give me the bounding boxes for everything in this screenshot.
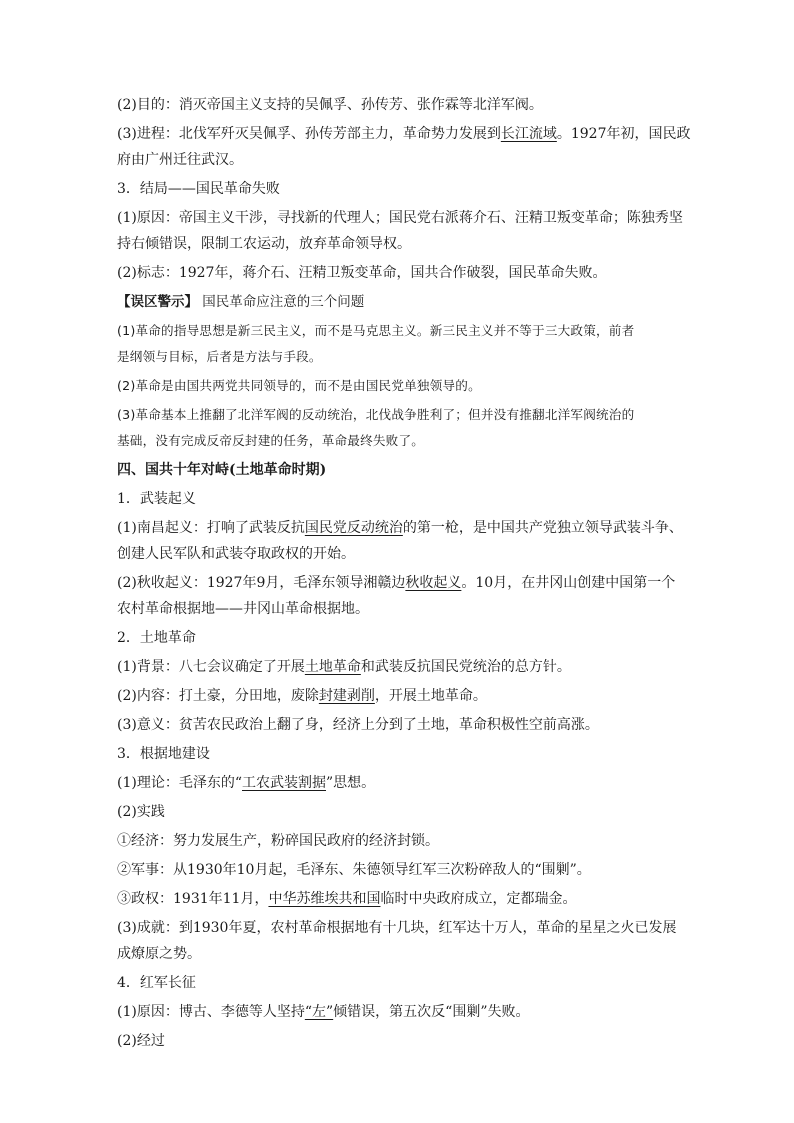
underlined-term: 土地革命 [304, 659, 361, 675]
paragraph-line [117, 147, 682, 173]
underlined-term: 中华苏维埃共和国 [268, 891, 381, 907]
paragraph-line [117, 799, 682, 825]
paragraph-line [117, 570, 682, 596]
underlined-term: 长江流域 [500, 126, 557, 142]
paragraph-line [117, 231, 682, 257]
chapter-heading [117, 457, 682, 483]
paragraph-line [117, 941, 682, 967]
note-line [117, 402, 682, 428]
paragraph-line [117, 886, 682, 912]
paragraph-line [117, 1028, 682, 1054]
note-line [117, 373, 682, 399]
paragraph-line [117, 857, 682, 883]
text: 农村革命根据地——井冈山革命根据地。 [117, 601, 369, 617]
underlined-term: 国民党反动统治 [304, 520, 403, 536]
note-line [117, 344, 682, 370]
text: 的第一枪，是中国共产党独立领导武装斗争、 [402, 520, 683, 536]
paragraph-line [117, 205, 682, 231]
underlined-term: 封建剥削 [318, 688, 375, 704]
paragraph-line [117, 770, 682, 796]
section-heading [117, 486, 682, 512]
text: ②军事：从1930年10月起，毛泽东、朱德领导红军三次粉碎敌人的“围剿”。 [117, 862, 591, 878]
text: 。1927年初，国民政 [556, 126, 691, 142]
text: (2)经过 [117, 1033, 165, 1049]
section-heading [117, 741, 682, 767]
text: 和武装反抗国民党统治的总方针。 [360, 659, 571, 675]
text: 2．土地革命 [117, 630, 196, 646]
text: 3．根据地建设 [117, 746, 210, 762]
section-heading [117, 176, 682, 202]
warning-title: 国民革命应注意的三个问题 [198, 294, 365, 310]
paragraph-line [117, 712, 682, 738]
text: (2)标志：1927年，蒋介石、汪精卫叛变革命，国共合作破裂，国民革命失败。 [117, 265, 607, 281]
text: 创建人民军队和武装夺取政权的开始。 [117, 546, 355, 562]
text: (1)南昌起义：打响了武装反抗 [117, 520, 305, 536]
text: (2)革命是由国共两党共同领导的，而不是由国民党单独领导的。 [117, 378, 481, 393]
underlined-term: “左” [304, 1004, 334, 1020]
text: (2)目的：消灭帝国主义支持的吴佩孚、孙传芳、张作霖等北洋军阀。 [117, 97, 543, 113]
text: 成燎原之势。 [117, 946, 201, 962]
text: (1)原因：帝国主义干涉，寻找新的代理人；国民党右派蒋介石、汪精卫叛变革命；陈独秀坚 [117, 210, 683, 226]
note-line [117, 318, 682, 344]
text: (2)秋收起义：1927年9月，毛泽东领导湘赣边 [117, 575, 406, 591]
text: 持右倾错误，限制工农运动，放弃革命领导权。 [117, 236, 411, 252]
paragraph-line [117, 121, 691, 147]
text: (2)实践 [117, 804, 165, 820]
paragraph-line [117, 828, 682, 854]
section-heading [117, 625, 682, 651]
paragraph-line [117, 541, 682, 567]
text: (2)内容：打土豪，分田地，废除 [117, 688, 319, 704]
text: (1)原因：博古、李德等人坚持 [117, 1004, 305, 1020]
text: 1．武装起义 [117, 491, 196, 507]
section-heading [117, 970, 682, 996]
warning-label: 【误区警示】 [117, 294, 198, 310]
paragraph-line [117, 515, 682, 541]
text: (1)理论：毛泽东的“ [117, 775, 242, 791]
text: 府由广州迁往武汉。 [117, 152, 243, 168]
text: 基础，没有完成反帝反封建的任务，革命最终失败了。 [117, 433, 425, 448]
text: ，开展土地革命。 [374, 688, 487, 704]
text: 是纲领与目标，后者是方法与手段。 [117, 349, 322, 364]
warning-heading [117, 289, 682, 315]
document-body [117, 92, 691, 1054]
paragraph-line [117, 915, 682, 941]
text: (3)意义：贫苦农民政治上翻了身，经济上分到了土地，革命积极性空前高涨。 [117, 717, 599, 733]
paragraph-line [117, 654, 682, 680]
text: (1)革命的指导思想是新三民主义，而不是马克思主义。新三民主义并不等于三大政策，前者 [117, 323, 635, 338]
text: (3)进程：北伐军歼灭吴佩孚、孙传芳部主力，革命势力发展到 [117, 126, 501, 142]
paragraph-line [117, 683, 682, 709]
paragraph-line [117, 999, 682, 1025]
paragraph-line [117, 92, 682, 118]
text: 3．结局——国民革命失败 [117, 181, 280, 197]
text: (3)革命基本上推翻了北洋军阀的反动统治，北伐战争胜利了；但并没有推翻北洋军阀统治的 [117, 407, 635, 422]
underlined-term: 秋收起义 [405, 575, 462, 591]
text: ①经济：努力发展生产，粉碎国民政府的经济封锁。 [117, 833, 439, 849]
text: (1)背景：八七会议确定了开展 [117, 659, 305, 675]
underlined-term: 工农武装割据 [242, 775, 326, 791]
text: 4．红军长征 [117, 975, 196, 991]
paragraph-line [117, 260, 682, 286]
text: 四、国共十年对峙(土地革命时期) [117, 462, 327, 478]
note-line [117, 428, 682, 454]
text: 。10月，在井冈山创建中国第一个 [461, 575, 676, 591]
text: ③政权：1931年11月， [117, 891, 269, 907]
paragraph-line [117, 596, 682, 622]
text: ”思想。 [326, 775, 376, 791]
text: (3)成就：到1930年夏，农村革命根据地有十几块，红军达十万人，革命的星星之火已发展 [117, 920, 677, 936]
text: 临时中央政府成立，定都瑞金。 [380, 891, 577, 907]
text: 倾错误，第五次反“围剿”失败。 [333, 1004, 530, 1020]
